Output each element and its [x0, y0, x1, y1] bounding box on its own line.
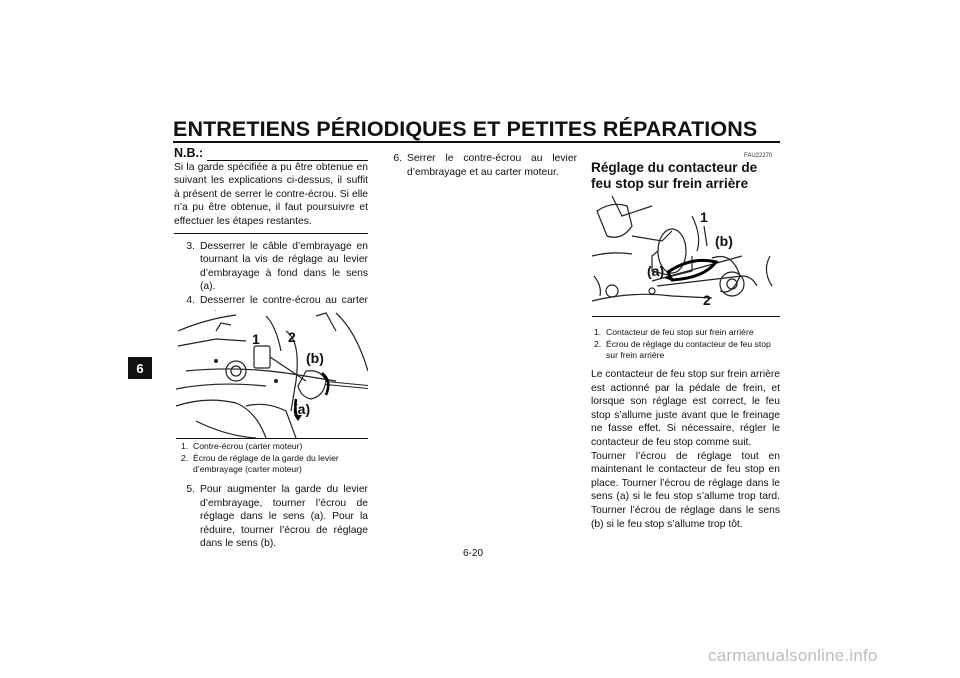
caption-text: Écrou de réglage de la garde du levier d’embrayage (carter moteur): [193, 452, 339, 475]
clutch-illustration: [176, 311, 368, 438]
chapter-tab: 6: [128, 357, 152, 379]
clutch-figure: [176, 311, 368, 439]
nb-label: N.B.:: [174, 146, 204, 160]
left-captions: [181, 441, 371, 476]
figure-label-1: 1: [252, 331, 260, 347]
step-text: Pour augmenter la garde du levier d’embrayage, tourner l’écrou de réglage dans le sens (a). Pour la réduire, tourner l’écrou de réglage dans le sens (b).: [200, 484, 368, 550]
step-number: 4.: [186, 294, 195, 306]
nb-underline: [207, 150, 368, 161]
right-body: [591, 368, 780, 531]
watermark: carmanualsonline.info: [708, 646, 878, 665]
figure-label-b: (b): [306, 350, 324, 366]
paragraph-2: Tourner l’écrou de réglage tout en maintenant le contacteur de feu stop en place. Tourner l’écrou de réglage dans le sens (a) si le feu stop s’allume trop tard. Tourner l’écrou de réglage dans le sens (b) si le feu stop s’allume trop tôt.: [591, 450, 780, 530]
step-text: Desserrer le contre-écrou au carter: [200, 294, 368, 306]
figure-label-2: 2: [703, 292, 711, 308]
figure-label-2: 2: [288, 329, 296, 345]
caption-text: Écrou de réglage du contacteur de feu stop sur frein arrière: [606, 338, 771, 361]
step-5: [174, 483, 368, 551]
title-rule: [173, 141, 780, 143]
step-text: Desserrer le câble d’embrayage en tournant la vis de réglage au levier d’embrayage à fond dans le sens (a).: [200, 240, 368, 293]
step-number: 6.: [393, 153, 402, 164]
caption-text: Contre-écrou (carter moteur): [193, 441, 303, 451]
step-6: [381, 152, 577, 179]
caption-item: [594, 339, 780, 362]
paragraph-1: Le contacteur de feu stop sur frein arrière est actionné par la pédale de frein, et lorsque son réglage est correct, le feu stop s’allume juste avant que le freinage ne fasse effet. Si nécessaire, régler le contacteur de feu stop comme suit.: [591, 369, 780, 448]
left-column: [174, 147, 368, 321]
figure-label-a: (a): [293, 401, 311, 417]
nb-heading: [174, 147, 368, 161]
caption-number: 1.: [181, 441, 189, 451]
page-number: 6-20: [463, 548, 484, 559]
brake-figure: [592, 196, 780, 317]
middle-column: [381, 152, 577, 179]
page-title: ENTRETIENS PÉRIODIQUES ET PETITES RÉPARATIONS: [173, 117, 758, 141]
caption-number: 2.: [181, 452, 189, 463]
caption-item: [594, 327, 780, 339]
step-3: [174, 240, 368, 294]
caption-number: 2.: [594, 338, 602, 349]
figure-label-a: (a): [647, 263, 665, 279]
step-number: 5.: [186, 484, 195, 495]
reference-code: FAU22270: [744, 153, 773, 159]
step-number: 3.: [186, 240, 195, 252]
steps-top: [174, 240, 368, 322]
nb-text: Si la garde spécifiée a pu être obtenue en suivant les explications ci-dessus, il suffit à présent de serrer le contre-écrou. Si elle n’a pu être obtenue, il faut poursuivre et effectuer les étapes restantes.: [174, 161, 368, 234]
caption-item: [181, 453, 371, 476]
section-title: Réglage du contacteur de feu stop sur frein arrière: [591, 160, 758, 191]
caption-number: 1.: [594, 327, 602, 337]
figure-label-b: (b): [715, 233, 733, 249]
caption-text: Contacteur de feu stop sur frein arrière: [606, 327, 754, 337]
step-text: Serrer le contre-écrou au levier d’embrayage et au carter moteur.: [407, 153, 577, 178]
brake-switch-illustration: [592, 196, 780, 316]
steps-bottom: [174, 483, 368, 551]
figure-label-1: 1: [700, 209, 708, 225]
caption-item: [181, 441, 371, 453]
right-captions: [594, 327, 780, 362]
